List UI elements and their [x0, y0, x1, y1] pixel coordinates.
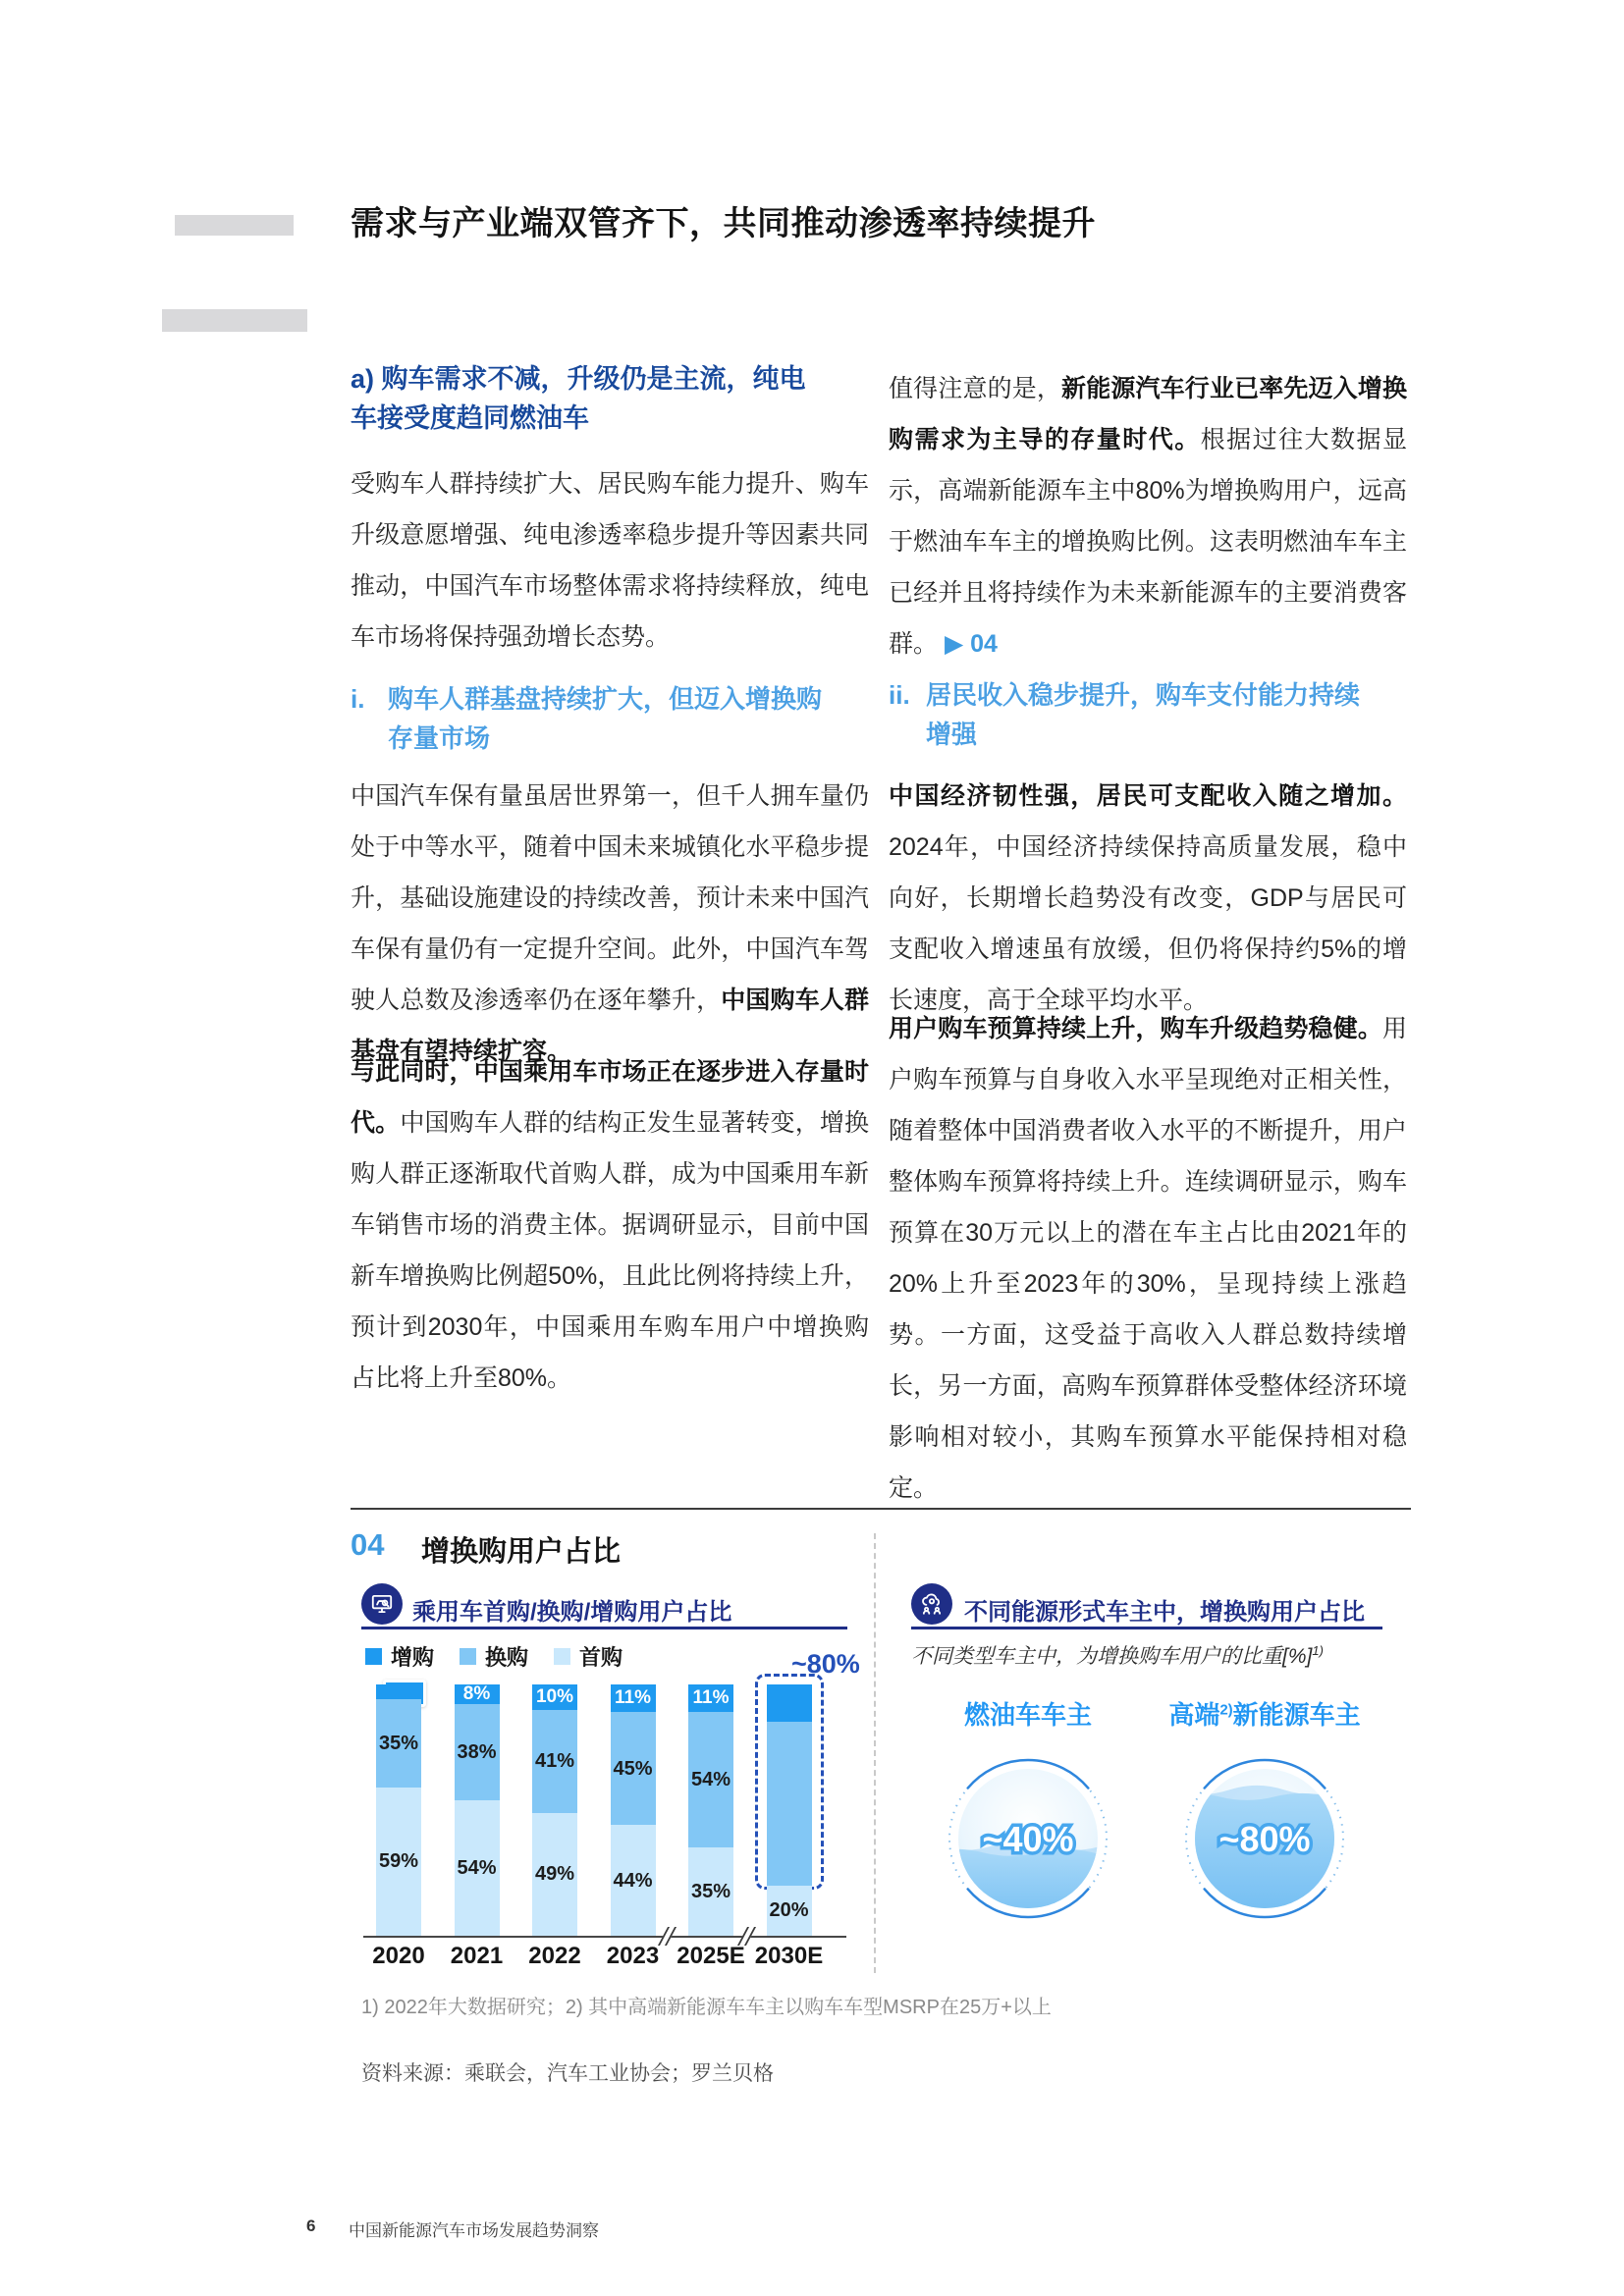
bar-value-label: 45%	[613, 1757, 653, 1780]
bar-segment-换购-2030E	[767, 1722, 812, 1885]
subtitle-footnote-ref: 1)	[1312, 1643, 1324, 1658]
exhibit-source: 资料来源：乘联会，汽车工业协会；罗兰贝格	[361, 2062, 774, 2085]
heading-ii-marker: ii.	[889, 680, 910, 710]
gauge-fuel-owners	[946, 1756, 1110, 1921]
gauge-chart	[1182, 1756, 1347, 1921]
gauge-nev-owners	[1182, 1756, 1347, 1921]
bar-value-label: 49%	[534, 1863, 575, 1886]
x-axis-tick-label: 2030E	[754, 1943, 824, 1969]
x-axis-tick-label: 2022	[528, 1943, 581, 1969]
right-panel-subtitle	[911, 1640, 1324, 1670]
heading-i-text: 购车人群基盘持续扩大，但迈入增换购存量市场	[388, 684, 823, 753]
bar-segment-增购-2030E	[767, 1684, 812, 1722]
gauge-value: ~40%	[982, 1819, 1074, 1859]
car-screen-search-icon	[361, 1583, 403, 1625]
page-number: 6	[306, 2216, 316, 2235]
left-panel-underline	[361, 1627, 847, 1629]
exhibit-reference-link[interactable]: ▶ 04	[944, 630, 998, 658]
text-run-bold: 用户购车预算持续上升，购车升级趋势稳健。	[889, 1015, 1382, 1042]
text-run: 受购车人群持续扩大、居民购车能力提升、购车升级意愿增强、纯电渗透率稳步提升等因素共同推动，中国汽车市场整体需求将持续释放，纯电车市场将保持强劲增长态势。	[351, 470, 869, 651]
bar-value-label: 41%	[534, 1750, 575, 1773]
bar-value-label: 59%	[378, 1850, 419, 1873]
panel-divider-dashed	[874, 1533, 876, 1973]
bar-value-label: 35%	[690, 1881, 731, 1903]
gauge-label-nev	[1137, 1695, 1392, 1732]
right-panel-underline	[911, 1627, 1382, 1629]
right-panel-title: 不同能源形式车主中，增换购用户占比	[964, 1599, 1365, 1626]
bar-value-label: 35%	[378, 1733, 419, 1755]
legend-label: 首购	[579, 1645, 623, 1670]
text-run: 2024年，中国经济持续保持高质量发展，稳中向好，长期增长趋势没有改变，GDP与居民可支配收入增速虽有放缓，但仍将保持约5%的增长速度，高于全球平均水平。	[889, 833, 1407, 1014]
text-run-bold: 中国经济韧性强，居民可支配收入随之增加。	[889, 782, 1407, 810]
text-run: 高端	[1168, 1700, 1220, 1730]
heading-i-marker: i.	[351, 684, 365, 714]
left-paragraph-3	[351, 1046, 869, 1404]
heading-i	[351, 679, 839, 758]
heading-ii	[889, 675, 1378, 754]
exhibit-title: 增换购用户占比	[421, 1536, 622, 1568]
left-paragraph-1	[351, 458, 869, 663]
stacked-bar-chart	[363, 1645, 866, 1984]
x-axis-tick-label: 2023	[606, 1943, 660, 1969]
left-panel-title: 乘用车首购/换购/增购用户占比	[412, 1599, 732, 1626]
x-axis	[363, 1936, 846, 1938]
text-run-bold: 新能源汽车行业已率先迈入增换购需求为主导的存量时代。	[889, 375, 1407, 454]
bar-value-label: 38%	[457, 1741, 497, 1764]
text-run-bold: 与此同时，中国乘用车市场正在逐步进入存量时代。	[351, 1058, 869, 1137]
text-run: 根据过往大数据显示，高端新能源车主中80%为增换购用户，远高于燃油车车主的增换购比例。这表明燃油车车主已经并且将持续作为未来新能源车的主要消费客群。	[889, 426, 1407, 658]
heading-ii-text: 居民收入稳步提升，购车支付能力持续增强	[926, 680, 1361, 749]
gauge-label-fuel	[930, 1695, 1126, 1732]
exhibit-number: 04	[351, 1527, 385, 1562]
right-paragraph-3	[889, 1003, 1407, 1514]
right-paragraph-1	[889, 363, 1407, 669]
gauge-wave-front	[946, 1849, 1110, 1921]
right-paragraph-2	[889, 771, 1407, 1026]
gauge-value: ~80%	[1218, 1819, 1311, 1859]
legend-label: 换购	[485, 1645, 529, 1670]
text-run-bold: 中国购车人群基盘有望持续扩容。	[351, 987, 869, 1065]
text-run: 中国购车人群的结构正发生显著转变，增换购人群正逐渐取代首购人群，成为中国乘用车新车销售市场的消费主体。据调研显示，目前中国新车增换购比例超50%，且此比例将持续上升，预计到2030年，中国乘用车购车用户中增换购占比将上升至80%。	[351, 1109, 869, 1392]
chart-annotation-80: ~80%	[791, 1649, 860, 1679]
decor-bar-top	[175, 215, 294, 236]
bar-value-label: 11%	[692, 1687, 730, 1709]
exhibit-divider	[351, 1508, 1411, 1510]
bar-value-label: 44%	[613, 1869, 653, 1892]
text-run: 中国汽车保有量虽居世界第一，但千人拥车量仍处于中等水平，随着中国未来城镇化水平稳步提升，基础设施建设的持续改善，预计未来中国汽车保有量仍有一定提升空间。此外，中国汽车驾驶人总数及渗透率仍在逐年攀升，	[351, 782, 869, 1014]
bar-value-label: 54%	[457, 1856, 497, 1879]
x-axis-tick-label: 2021	[450, 1943, 504, 1969]
bar-value-label: 8%	[462, 1683, 491, 1705]
heading-a: a) 购车需求不减，升级仍是主流，纯电车接受度趋同燃油车	[351, 364, 806, 433]
left-paragraph-2	[351, 771, 869, 1077]
text-run: 用户购车预算与自身收入水平呈现绝对正相关性，随着整体中国消费者收入水平的不断提升，用户整体购车预算将持续上升。连续调研显示，购车预算在30万元以上的潜在车主占比由2021年的20%上升至2023年的30%，呈现持续上涨趋势。一方面，这受益于高收入人群总数持续增长，另一方面，高购车预算群体受整体经济环境影响相对较小，其购车预算水平能保持相对稳定。	[889, 1015, 1407, 1502]
cloud-car-users-icon	[911, 1583, 952, 1625]
page-title: 需求与产业端双管齐下，共同推动渗透率持续提升	[351, 205, 1096, 242]
text-sup: 2)	[1219, 1701, 1233, 1719]
x-axis-tick-label: 2020	[372, 1943, 425, 1969]
footer-report-title: 中国新能源汽车市场发展趋势洞察	[349, 2221, 599, 2240]
bar-value-label: 20%	[769, 1899, 809, 1922]
bar-value-label: 54%	[690, 1769, 731, 1791]
gauge-chart	[946, 1756, 1110, 1921]
text-run: 值得注意的是，	[889, 375, 1062, 402]
subtitle-text: 不同类型车主中，为增换购车用户的比重[%]	[911, 1645, 1313, 1668]
legend-label: 增购	[391, 1645, 435, 1670]
decor-bar-bottom	[162, 309, 307, 332]
text-run: 燃油车车主	[963, 1700, 1092, 1730]
bar-value-label: 11%	[615, 1687, 651, 1709]
bar-value-label: 10%	[535, 1685, 574, 1707]
text-run: 新能源车主	[1232, 1700, 1361, 1730]
bar-segment-增购-2020	[376, 1684, 421, 1699]
x-axis-tick-label: 2025E	[677, 1943, 745, 1969]
exhibit-footnote: 1) 2022年大数据研究；2) 其中高端新能源车车主以购车车型MSRP在25万+以上	[361, 1997, 1052, 2018]
